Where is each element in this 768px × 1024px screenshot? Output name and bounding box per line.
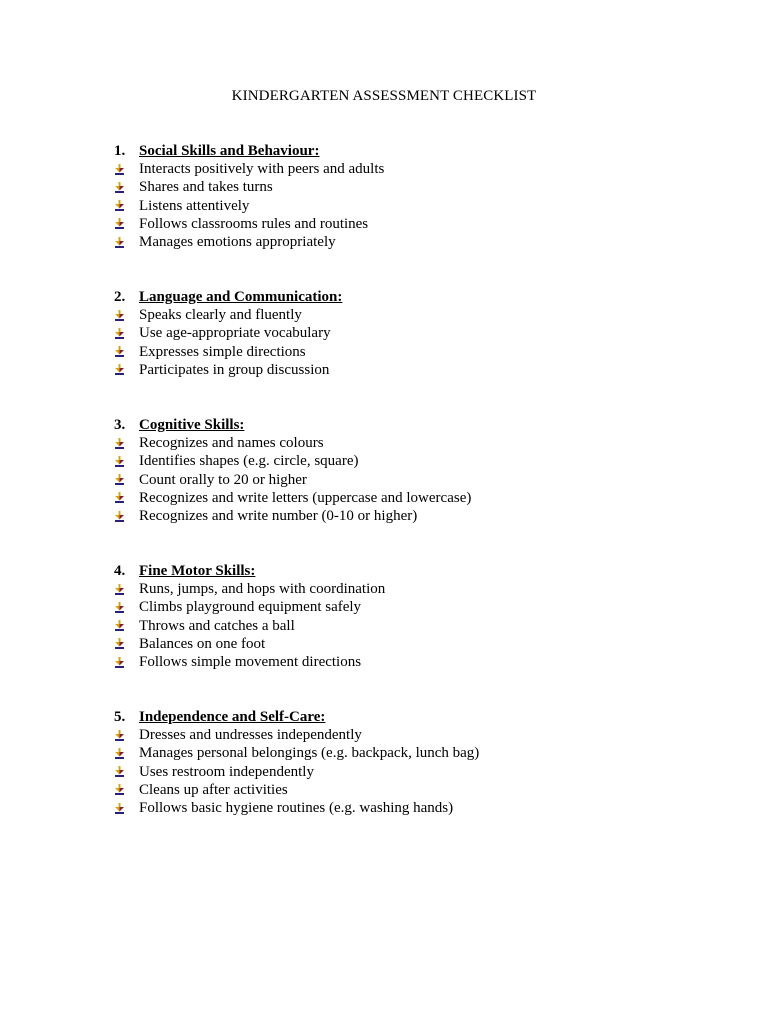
arrow-down-to-bar-icon bbox=[114, 237, 139, 248]
checklist-item-text: Interacts positively with peers and adults bbox=[139, 161, 385, 178]
checklist-item bbox=[114, 233, 734, 251]
checklist-item bbox=[114, 197, 734, 215]
checklist-item-text: Count orally to 20 or higher bbox=[139, 471, 307, 488]
checklist-item bbox=[114, 580, 734, 598]
arrow-down-to-bar-icon bbox=[114, 364, 139, 375]
section-title: Independence and Self-Care: bbox=[139, 709, 326, 725]
section-heading bbox=[114, 416, 734, 434]
section-number: 1. bbox=[114, 143, 126, 159]
checklist-item bbox=[114, 617, 734, 635]
checklist-item bbox=[114, 178, 734, 196]
checklist-item bbox=[114, 653, 734, 671]
checklist-item-text: Manages personal belongings (e.g. backpack, lunch bag) bbox=[139, 745, 480, 762]
arrow-down-to-bar-icon bbox=[114, 218, 139, 229]
checklist-item bbox=[114, 434, 734, 452]
checklist-item-text: Use age-appropriate vocabulary bbox=[139, 325, 331, 342]
section-language-communication bbox=[114, 288, 734, 379]
arrow-down-to-bar-icon bbox=[114, 164, 139, 175]
arrow-down-to-bar-icon bbox=[114, 456, 139, 467]
section-heading bbox=[114, 708, 734, 726]
checklist-item-text: Follows simple movement directions bbox=[139, 653, 362, 670]
checklist-item-text: Shares and takes turns bbox=[139, 179, 273, 196]
checklist-item bbox=[114, 763, 734, 781]
section-title: Language and Communication: bbox=[139, 289, 343, 305]
arrow-down-to-bar-icon bbox=[114, 602, 139, 613]
arrow-down-to-bar-icon bbox=[114, 620, 139, 631]
arrow-down-to-bar-icon bbox=[114, 730, 139, 741]
arrow-down-to-bar-icon bbox=[114, 182, 139, 193]
checklist-item-text: Runs, jumps, and hops with coordination bbox=[139, 581, 386, 598]
checklist-items bbox=[114, 726, 734, 817]
checklist-item bbox=[114, 324, 734, 342]
section-number: 2. bbox=[114, 289, 126, 305]
arrow-down-to-bar-icon bbox=[114, 492, 139, 503]
section-number: 5. bbox=[114, 709, 126, 725]
checklist-item-text: Follows classrooms rules and routines bbox=[139, 215, 369, 232]
arrow-down-to-bar-icon bbox=[114, 784, 139, 795]
checklist-item bbox=[114, 452, 734, 470]
arrow-down-to-bar-icon bbox=[114, 310, 139, 321]
arrow-down-to-bar-icon bbox=[114, 346, 139, 357]
section-heading bbox=[114, 288, 734, 306]
section-number: 3. bbox=[114, 417, 126, 433]
checklist-item-text: Uses restroom independently bbox=[139, 763, 314, 780]
section-fine-motor-skills bbox=[114, 562, 734, 671]
section-title: Social Skills and Behaviour: bbox=[139, 143, 320, 159]
section-number: 4. bbox=[114, 563, 126, 579]
checklist-item-text: Cleans up after activities bbox=[139, 781, 288, 798]
checklist-item-text: Dresses and undresses independently bbox=[139, 727, 362, 744]
checklist-items bbox=[114, 160, 734, 251]
checklist-item-text: Follows basic hygiene routines (e.g. washing hands) bbox=[139, 799, 454, 816]
checklist-item-text: Recognizes and write letters (uppercase and lowercase) bbox=[139, 489, 472, 506]
checklist-item-text: Speaks clearly and fluently bbox=[139, 307, 302, 324]
checklist-item bbox=[114, 598, 734, 616]
checklist-item bbox=[114, 781, 734, 799]
checklist-item bbox=[114, 343, 734, 361]
checklist-item-text: Climbs playground equipment safely bbox=[139, 599, 362, 616]
section-heading bbox=[114, 142, 734, 160]
section-cognitive-skills bbox=[114, 416, 734, 525]
checklist-item bbox=[114, 489, 734, 507]
checklist-item bbox=[114, 744, 734, 762]
section-title: Fine Motor Skills: bbox=[139, 563, 256, 579]
arrow-down-to-bar-icon bbox=[114, 657, 139, 668]
arrow-down-to-bar-icon bbox=[114, 766, 139, 777]
checklist-item bbox=[114, 160, 734, 178]
arrow-down-to-bar-icon bbox=[114, 200, 139, 211]
checklist-items bbox=[114, 306, 734, 379]
checklist-item-text: Listens attentively bbox=[139, 197, 250, 214]
arrow-down-to-bar-icon bbox=[114, 584, 139, 595]
checklist-item-text: Identifies shapes (e.g. circle, square) bbox=[139, 453, 359, 470]
checklist-items bbox=[114, 434, 734, 525]
checklist-item-text: Manages emotions appropriately bbox=[139, 233, 336, 250]
checklist-item bbox=[114, 215, 734, 233]
checklist-item bbox=[114, 726, 734, 744]
arrow-down-to-bar-icon bbox=[114, 638, 139, 649]
arrow-down-to-bar-icon bbox=[114, 328, 139, 339]
checklist-item bbox=[114, 799, 734, 817]
section-independence-self-care bbox=[114, 708, 734, 817]
arrow-down-to-bar-icon bbox=[114, 748, 139, 759]
checklist-items bbox=[114, 580, 734, 671]
checklist-item bbox=[114, 471, 734, 489]
document-title: KINDERGARTEN ASSESSMENT CHECKLIST bbox=[231, 88, 537, 104]
section-heading bbox=[114, 562, 734, 580]
section-title: Cognitive Skills: bbox=[139, 417, 245, 433]
arrow-down-to-bar-icon bbox=[114, 438, 139, 449]
checklist-item bbox=[114, 635, 734, 653]
checklist-item bbox=[114, 507, 734, 525]
arrow-down-to-bar-icon bbox=[114, 803, 139, 814]
section-social-skills bbox=[114, 142, 734, 251]
checklist-item-text: Participates in group discussion bbox=[139, 361, 330, 378]
arrow-down-to-bar-icon bbox=[114, 511, 139, 522]
checklist-item bbox=[114, 361, 734, 379]
checklist-item-text: Recognizes and names colours bbox=[139, 435, 324, 452]
checklist-item-text: Throws and catches a ball bbox=[139, 617, 295, 634]
arrow-down-to-bar-icon bbox=[114, 474, 139, 485]
checklist-item-text: Balances on one foot bbox=[139, 635, 266, 652]
checklist-item-text: Recognizes and write number (0-10 or higher) bbox=[139, 507, 418, 524]
checklist-item-text: Expresses simple directions bbox=[139, 343, 306, 360]
checklist-item bbox=[114, 306, 734, 324]
